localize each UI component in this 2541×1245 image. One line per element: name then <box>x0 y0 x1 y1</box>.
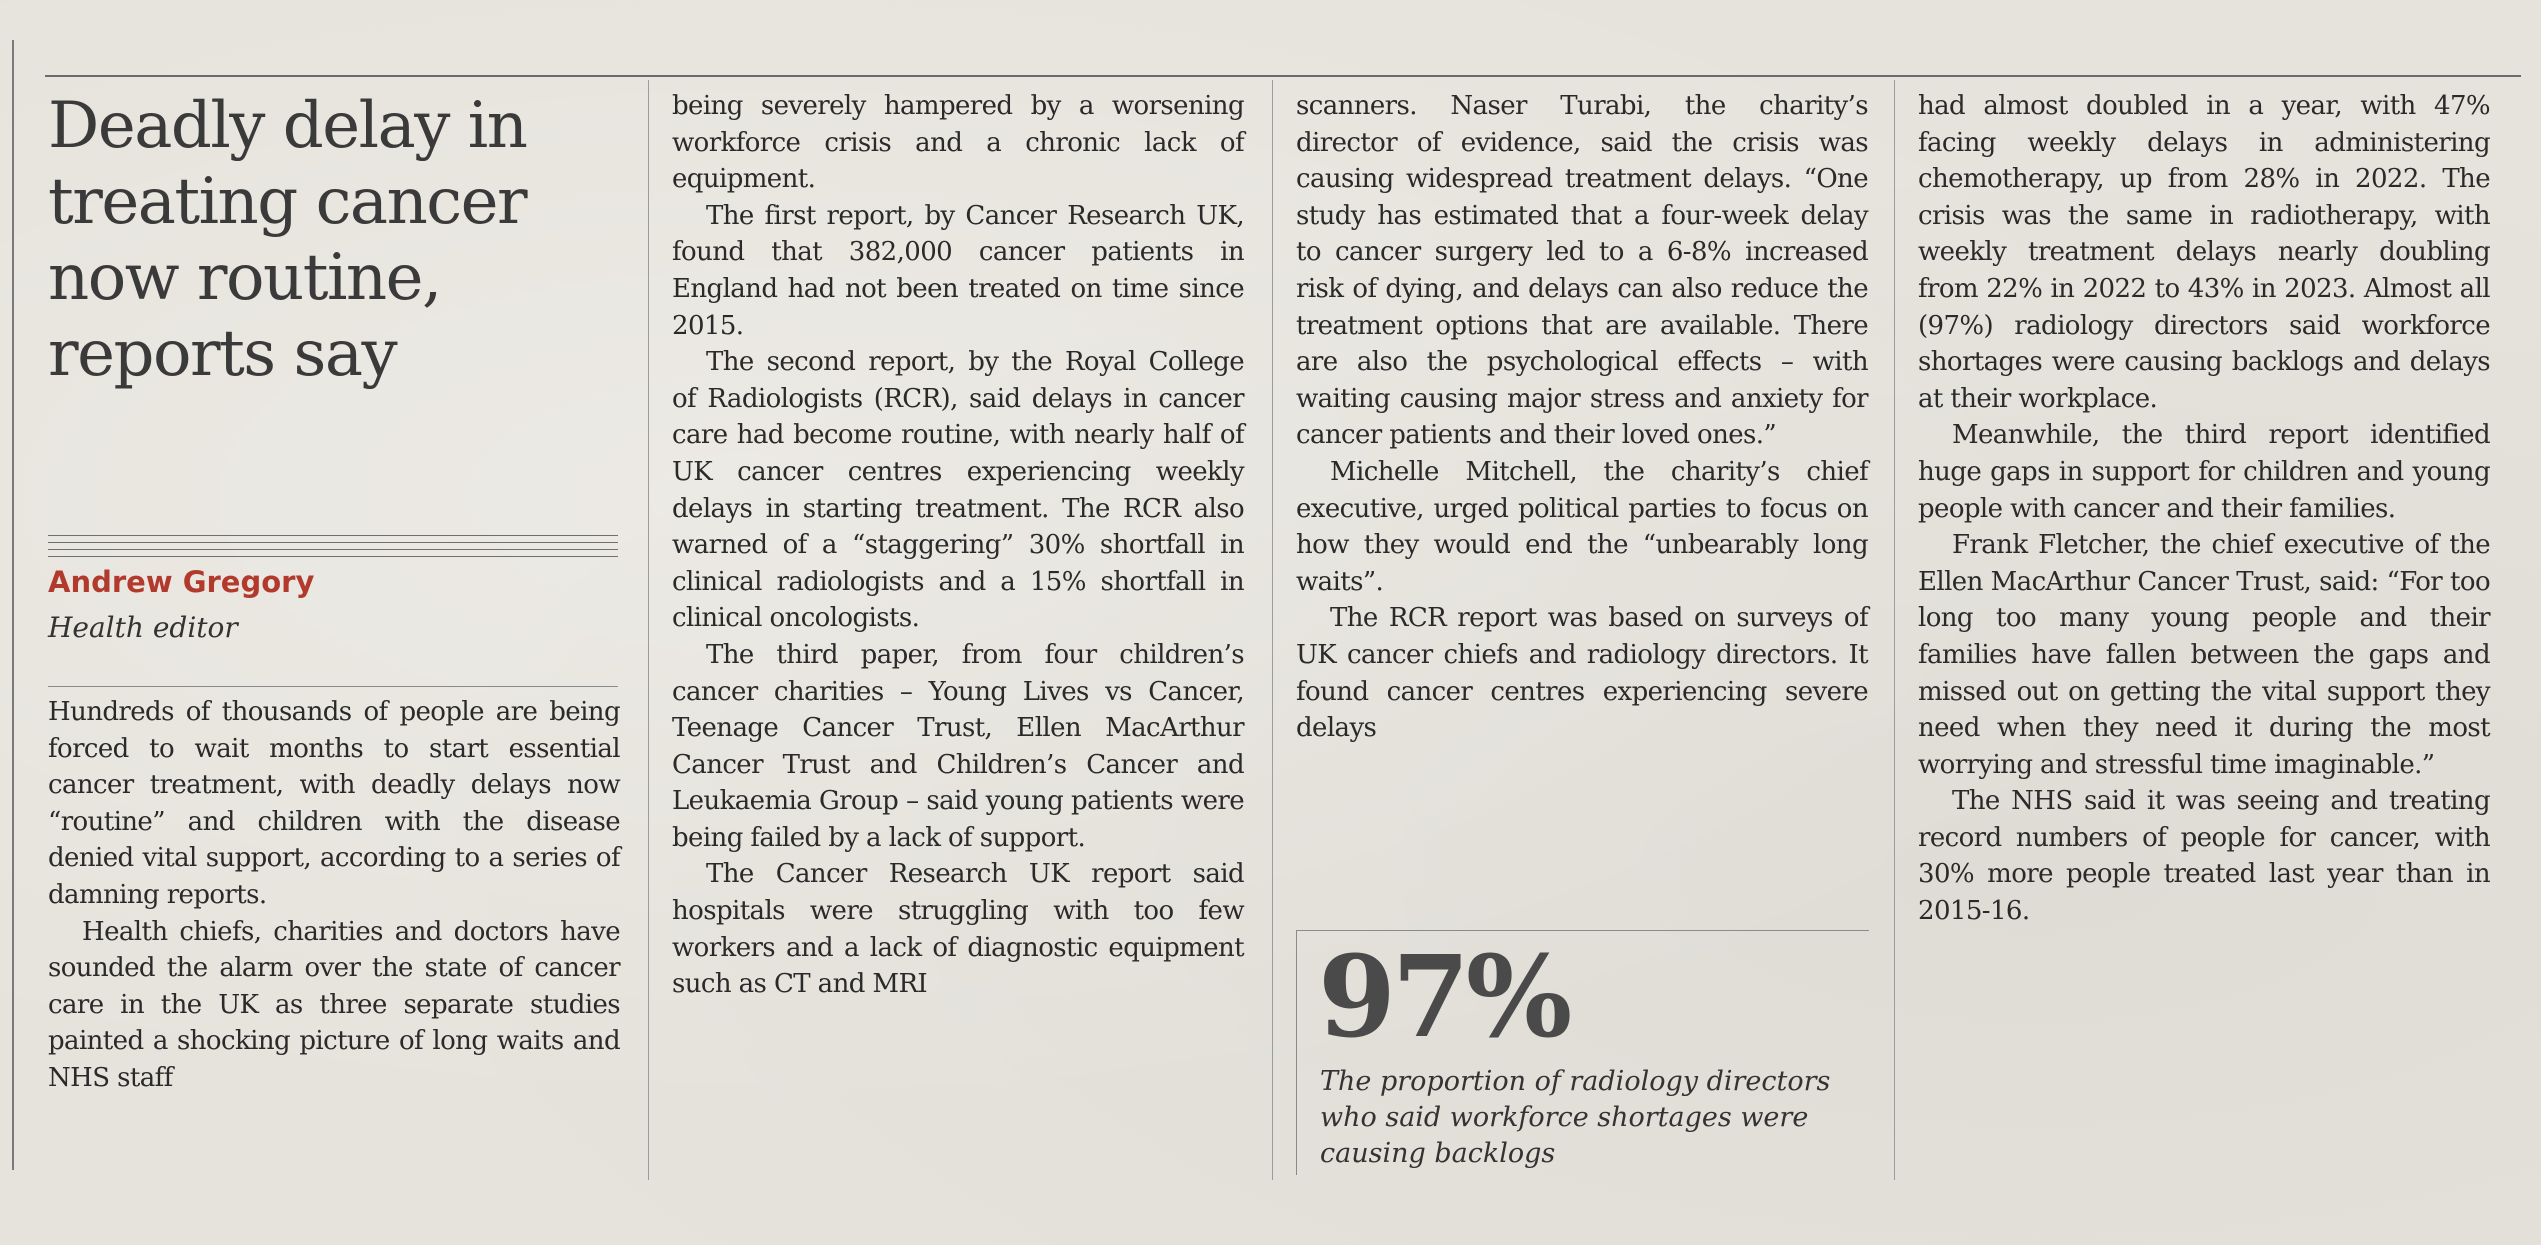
paragraph: The second report, by the Royal College of Radiologists (RCR), said delays in cancer care had become routine, with nearly half of UK cancer centres experiencing weekly delays in starting treatment. The RCR also warned of a “staggering” 30% shortfall in clinical radiologists and a 15% shortfall in clinical oncologists. <box>672 347 1244 634</box>
column-divider <box>648 80 649 1180</box>
paragraph: scanners. Naser Turabi, the charity’s director of evidence, said the crisis was causing widespread treatment delays. “One study has estimated that a four-week delay to cancer surgery led to a 6-8% increased risk of dying, and delays can also reduce the treatment options that are available. There are also the psychological effects – with waiting causing major stress and anxiety for cancer patients and their loved ones.” <box>1296 91 1868 451</box>
article-headline: Deadly delay in treating cancer now routine, reports say <box>48 89 527 391</box>
byline-rule <box>48 556 618 557</box>
paragraph: Michelle Mitchell, the charity’s chief executive, urged political parties to focus on how they would end the “unbearably long waits”. <box>1296 456 1868 597</box>
article-column-1 <box>48 694 620 1097</box>
page-edge-rule <box>12 40 14 1170</box>
paragraph: The Cancer Research UK report said hospitals were struggling with too few workers and a lack of diagnostic equipment such as CT and MRI <box>672 859 1244 1000</box>
paragraph: being severely hampered by a worsening workforce crisis and a chronic lack of equipment. <box>672 91 1244 195</box>
byline-role: Health editor <box>48 611 238 644</box>
paragraph: The NHS said it was seeing and treating record numbers of people for cancer, with 30% more people treated last year than in 2015-16. <box>1918 786 2490 927</box>
paragraph: Meanwhile, the third report identified huge gaps in support for children and young people with cancer and their families. <box>1918 420 2490 524</box>
column-divider <box>1272 80 1273 1180</box>
section-top-rule <box>45 75 2521 77</box>
paragraph: The first report, by Cancer Research UK, found that 382,000 cancer patients in England had not been treated on time since 2015. <box>672 200 1244 341</box>
paragraph: The third paper, from four children’s cancer charities – Young Lives vs Cancer, Teenage Cancer Trust, Ellen MacArthur Cancer Trust and Children’s Cancer and Leukaemia Group – said young patients were being failed by a lack of support. <box>672 639 1244 853</box>
paragraph: Hundreds of thousands of people are being forced to wait months to start essential cancer treatment, with deadly delays now “routine” and children with the disease denied vital support, according to a series of damning reports. <box>48 697 620 910</box>
column-divider <box>1894 80 1895 1180</box>
byline-rule <box>48 542 618 543</box>
paragraph: Health chiefs, charities and doctors have sounded the alarm over the state of cancer care in the UK as three separate studies painted a shocking picture of long waits and NHS staff <box>48 916 620 1093</box>
byline-rule <box>48 549 618 550</box>
paragraph: The RCR report was based on surveys of UK cancer chiefs and radiology directors. It found cancer centres experiencing severe delays <box>1296 603 1868 744</box>
pullquote-caption: The proportion of radiology directors who said workforce shortages were causing backlogs <box>1320 1066 1831 1169</box>
byline-rule <box>48 535 618 536</box>
byline-bottom-rule <box>48 686 618 687</box>
paragraph: had almost doubled in a year, with 47% facing weekly delays in administering chemotherapy, up from 28% in 2022. The crisis was the same in radiotherapy, with weekly treatment delays nearly doubling from 22% in 2022 to 43% in 2023. Almost all (97%) radiology directors said workforce shortages were causing backlogs and delays at their workplace. <box>1918 91 2490 414</box>
paragraph: Frank Fletcher, the chief executive of the Ellen MacArthur Cancer Trust, said: “For too long too many young people and their families have fallen between the gaps and missed out on getting the vital support they need when they need it during the most worrying and stressful time imaginable.” <box>1918 530 2490 780</box>
article-column-3 <box>1296 88 1868 747</box>
pullquote-statistic: 97% <box>1318 932 1569 1063</box>
article-column-4 <box>1918 88 2490 930</box>
article-column-2 <box>672 88 1244 1003</box>
byline-author: Andrew Gregory <box>48 565 315 599</box>
